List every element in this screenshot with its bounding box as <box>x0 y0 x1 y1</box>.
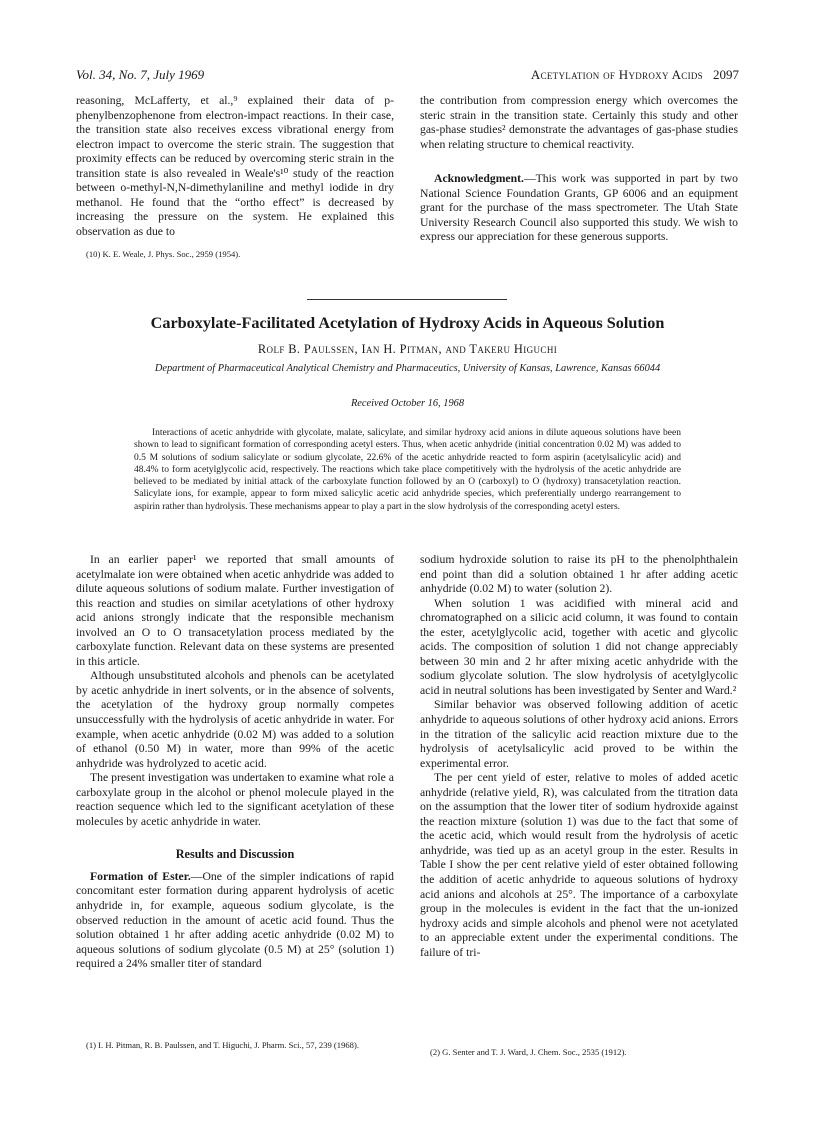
article-title: Carboxylate-Facilitated Acetylation of Hydroxy Acids in Aqueous Solution <box>150 314 665 332</box>
footnote-2-block <box>420 1047 738 1058</box>
running-head <box>76 67 739 83</box>
body-left-column <box>76 553 394 972</box>
acknowledgment <box>420 172 738 245</box>
body-right-column <box>420 553 738 960</box>
footnote-1-block <box>76 1040 394 1051</box>
formation-heading: Formation of Ester. <box>90 869 191 883</box>
footnote-10: (10) K. E. Weale, J. Phys. Soc., 2959 (1954). <box>86 249 241 260</box>
body-paragraph: Although unsubstituted alcohols and phenols can be acetylated by acetic anhydride in inert solvents, or in the absence of solvents, the acetylation of the hydroxy group normally competes unsuccessfully with the hydrolysis of acetic anhydride in water. For example, when acetic anhydride (0.02 M) was added to a solution of ethanol (0.50 M) in water, more than 99% of the acetic anhydride was hydrolyzed to acetic acid. <box>76 669 394 770</box>
previous-article-paragraph-continued: the contribution from compression energy which overcomes the steric strain in the transition state. Certainly this study and other gas-phase studies² demonstrate the advantages of gas-phase studies when relating structure to chemical reactivity. <box>420 94 738 151</box>
previous-article-left-column <box>76 94 394 260</box>
abstract <box>134 427 681 513</box>
formation-text: —One of the simpler indications of rapid concomitant ester formation during apparent hydrolysis of acetic anhydride in, for example, aqueous sodium glycolate, is the observed reduction in the amount of acetic acid found. Thus the solution obtained 1 hr after adding acetic anhydride (0.02 M) to aqueous solutions of sodium glycolate (0.5 M) at 25° (solution 1) required a 24% smaller titer of standard <box>76 869 394 971</box>
running-title: Acetylation of Hydroxy Acids <box>530 67 703 82</box>
article-authors: Rolf B. Paulssen, Ian H. Pitman, and Takeru Higuchi <box>257 342 558 356</box>
body-paragraph: sodium hydroxide solution to raise its pH to the phenolphthalein end point than did a solution obtained 1 hr after adding acetic anhydride (0.02 M) to water (solution 2). <box>420 553 738 596</box>
body-paragraph: When solution 1 was acidified with mineral acid and chromatographed on a silicic acid column, it was found to contain the ester, acetylglycolic acid, together with acetic and glycolic acids. The composition of solution 1 did not change appreciably between 30 min and 2 hr after mixing acetic anhydride with the sodium glycolate solution. The slow hydrolysis of acetylglycolic acid in neutral solutions has been investigated by Senter and Ward.² <box>420 596 738 697</box>
abstract-text: Interactions of acetic anhydride with glycolate, malate, salicylate, and similar hydroxy acid anions in dilute aqueous solutions have been shown to lead to significant formation of corresponding acetyl esters. Thus, when acetic anhydride (initial concentration 0.02 M) was added to 0.5 M solutions of sodium salicylate or sodium glycolate, 22.6% of the acetic anhydride reacted to form aspirin (acetylsalicylic acid) and 48.4% to form acetylglycolic acid, respectively. The reactions which take place competitively with the hydrolysis of the acetic anhydride are believed to be mediated by initial attack of the carboxylate function followed by an O (carboxyl) to O (hydroxy) transacetylation reaction. Salicylate ions, for example, appear to form mixed salicylic acetic acid anhydride species, which preferentially undergo rearrangement to aspirin rather than hydrolysis. These mechanisms appear to play a part in the slow hydrolysis of the corresponding acetyl esters. <box>134 428 681 512</box>
running-title-group <box>531 67 739 83</box>
footnote-2: (2) G. Senter and T. J. Ward, J. Chem. Soc., 2535 (1912). <box>430 1047 627 1057</box>
previous-article-paragraph: reasoning, McLafferty, et al.,⁹ explained their data of p-phenylbenzophenone from electron-impact reactions. In their case, the transition state also receives excess vibrational energy from electron impact to overcome the steric strain. The suggestion that proximity effects can be reduced by overcoming steric strain in the transition state is also revealed in Weale's¹⁰ study of the reaction between o-methyl-N,N-dimethylaniline and methyl iodide in dry methanol. He found that the “ortho effect” is decreased by increasing the pressure on the system. He explained this observation as due to <box>76 94 394 238</box>
footnote-1: (1) I. H. Pitman, R. B. Paulssen, and T. Higuchi, J. Pharm. Sci., 57, 239 (1968). <box>86 1040 359 1050</box>
acknowledgment-heading: Acknowledgment. <box>434 172 524 186</box>
body-paragraph: The per cent yield of ester, relative to moles of added acetic anhydride (relative yield, R), was calculated from the titration data on the assumption that the lower titer of sodium hydroxide against the reaction mixture (solution 1) was due to the fact that some of the acetic acid, which would result from the hydrolysis of acetic anhydride, was tied up as an acetyl group in the ester. Results in Table I show the per cent relative yield of ester obtained following the addition of acetic anhydride to aqueous solutions of hydroxy acid anions and alcohols at 25°. The importance of a carboxylate group in the molecules is evident in the fact that the un-ionized hydroxy acids and simple alcohols and phenol were not acetylated to an appreciable extent under the experimental conditions. The failure of tri- <box>420 771 738 959</box>
body-paragraph: The present investigation was undertaken to examine what role a carboxylate group in the alcohol or phenol molecule played in the reaction sequence which led to the significant acetylation of these molecules by acetic anhydride in water. <box>76 771 394 828</box>
section-heading: Results and Discussion <box>175 847 295 862</box>
page-number: 2097 <box>713 67 739 82</box>
body-paragraph: Similar behavior was observed following addition of acetic anhydride to aqueous solutions of other hydroxy acid anions. Errors in the titration of the salicylic acid reaction mixture due to the hydrolysis of acetylsalicylic acid proved to be within the experimental error. <box>420 698 738 770</box>
received-date: Received October 16, 1968 <box>350 398 465 409</box>
body-paragraph: In an earlier paper¹ we reported that small amounts of acetylmalate ion were obtained when acetic anhydride was added to dilute aqueous solutions of sodium malate. Further investigation of this reaction and studies on similar acetylations of other hydroxy acid anions strongly indicate that the responsible mechanism involved an O to O transacetylation process mediated by the carboxylate function. Relevant data on these systems are presented in this article. <box>76 553 394 668</box>
article-affiliation: Department of Pharmaceutical Analytical Chemistry and Pharmaceutics, University of Kansas, Lawrence, Kansas 66044 <box>154 363 661 374</box>
journal-info: Vol. 34, No. 7, July 1969 <box>76 67 205 82</box>
article-divider <box>307 299 507 300</box>
acknowledgment-text: —This work was supported in part by two National Science Foundation Grants, GP 6006 and an equipment grant for the purchase of the mass spectrometer. The Utah State University Research Council also supported this study. We wish to express our appreciation for these generous supports. <box>420 172 738 244</box>
formation-paragraph <box>76 870 394 972</box>
previous-article-right-column <box>420 94 738 245</box>
